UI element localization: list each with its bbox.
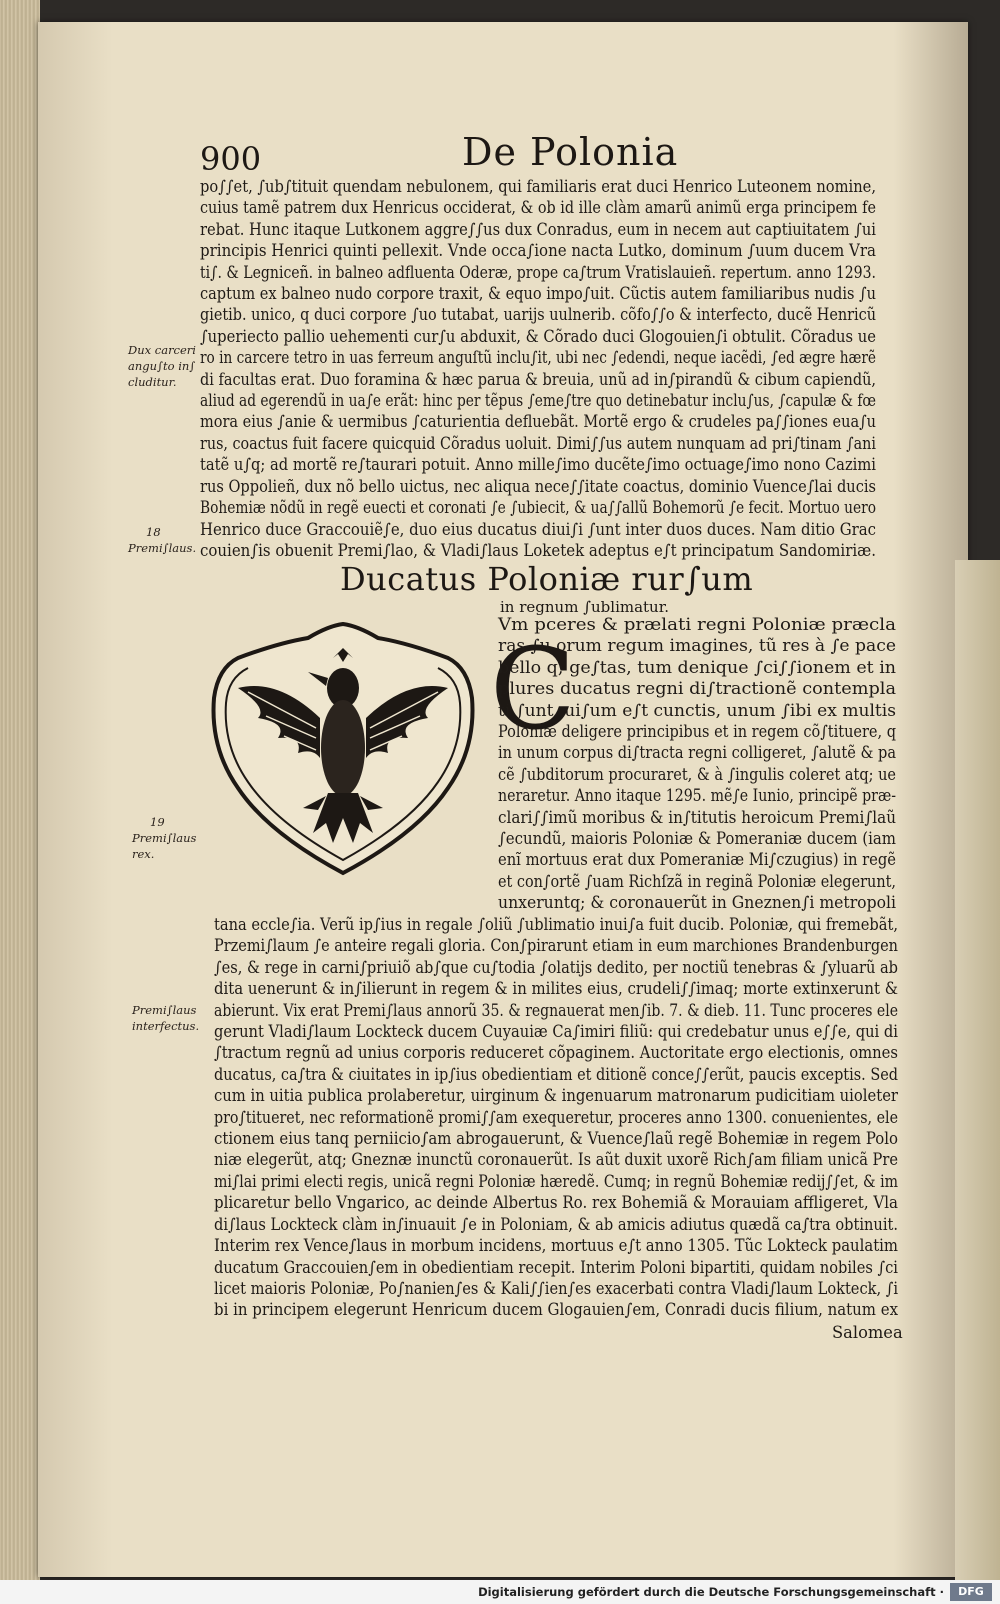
- eagle-coat-of-arms-image: [208, 618, 478, 880]
- marginal-note-interfectus: [132, 1002, 207, 1034]
- text-line: Interim rex Vence∫laus in morbum incidens, mortuus e∫t anno 1305. Tũc Lokteck paulatim: [214, 1236, 898, 1256]
- running-head: De Polonia: [462, 130, 679, 174]
- text-line: bi in principem elegerunt Henricum ducem Glogauien∫em, Conradi ducis filium, natum ex: [214, 1300, 898, 1320]
- text-line: couien∫is obuenit Premi∫lao, & Vladi∫laus Loketek adeptus e∫t principatum Sandomiriæ.: [200, 540, 876, 560]
- marginal-number: 19: [150, 815, 165, 829]
- text-line: Vm pceres & prælati regni Poloniæ præcla: [498, 615, 896, 634]
- marginal-note-carceri: [128, 342, 203, 390]
- text-block-bottom: [214, 914, 1000, 1321]
- text-line: po∫∫et, ∫ub∫tituit quendam nebulonem, qui familiaris erat duci Henrico Luteonem nomine,: [200, 177, 876, 196]
- drop-cap: C: [490, 625, 576, 755]
- text-line: captum ex balneo nudo corpore traxit, & equo impo∫uit. Cũctis autem familiaribus nudis ∫u: [200, 284, 876, 304]
- marginal-line: interfectus.: [132, 1019, 200, 1033]
- section-title: Ducatus Poloniæ rur∫um: [340, 560, 754, 598]
- footer-credit: Digitalisierung gefördert durch die Deutsche Forschungsgemeinschaft ·: [478, 1585, 944, 1599]
- marginal-line: cluditur.: [128, 375, 177, 389]
- text-line: gietib. unico, q duci corpore ∫uo tutabat, uarijs uulnerib. cõfo∫∫o & interfecto, ducẽ Henricũ: [200, 305, 876, 325]
- marginal-number: 18: [146, 525, 161, 539]
- text-line: in unum corpus di∫tracta regni colligeret, ∫alutẽ & pa: [498, 743, 896, 763]
- text-line: ras ∫u orum regum imagines, tũ res à ∫e pace: [498, 636, 896, 656]
- text-line: ∫es, & rege in carni∫priuiõ ab∫que cu∫todia ∫olatijs dedito, per noctiũ tenebras & ∫yluarũ ab: [214, 957, 898, 977]
- text-line: di∫laus Lockteck clàm in∫inuauit ∫e in Poloniam, & ab amicis adiutus quædã ca∫tra obtinuit.: [214, 1214, 898, 1234]
- text-line: ducatum Graccouien∫em in obedientiam recepit. Interim Poloni bipartiti, quidam nobiles ∫ci: [214, 1257, 898, 1277]
- text-line: aliud ad egerendũ in ua∫e erãt: hinc per tẽpus ∫eme∫tre quo detinebatur inclu∫us, ∫capulæ & fœ: [200, 391, 876, 411]
- section-subtitle: in regnum ∫ublimatur.: [500, 598, 670, 616]
- text-line: dita uenerunt & in∫ilierunt in regem & in milites eius, crudeli∫∫imaq; morte extinxerunt &: [214, 979, 898, 999]
- text-line: niæ elegerũt, atq; Gneznæ inunctũ coronauerũt. Is aũt duxit uxorẽ Rich∫am filiam unicã Pre: [214, 1150, 898, 1170]
- marginal-line: Dux carceri: [128, 343, 196, 357]
- dfg-logo: DFG: [950, 1583, 992, 1601]
- text-block-top: [200, 176, 1000, 561]
- text-line: tana eccle∫ia. Verũ ip∫ius in regale ∫oliũ ∫ublimatio inui∫a fuit ducib. Poloniæ, qui fremebãt,: [214, 915, 898, 934]
- footer-bar: [0, 1580, 1000, 1604]
- text-line: ducatus, ca∫tra & ciuitates in ip∫ius obedientiam et ditionẽ conce∫∫erũt, paucis exceptis. Sed: [214, 1064, 898, 1084]
- text-line: cẽ ∫ubditorum procuraret, & à ∫ingulis coleret atq; ue: [498, 764, 896, 784]
- text-block-beside-image: [498, 614, 957, 914]
- text-line: ∫uperiecto pallio uehementi cur∫u abduxit, & Cõrado duci Glogouien∫i obtulit. Cõradus ue: [200, 326, 876, 346]
- catchword: Salomea: [832, 1323, 903, 1342]
- marginal-line: angu∫to in∫: [128, 359, 196, 373]
- page-number: 900: [200, 140, 262, 178]
- text-line: cum in uitia publica prolaberetur, uirginum & ingenuarum matronarum pudicitiam uioleter: [214, 1086, 898, 1106]
- text-line: pro∫titueret, nec reformationẽ promi∫∫am exequeretur, proceres anno 1300. conuenientes, ele: [214, 1107, 898, 1127]
- text-line: gerunt Vladi∫laum Lockteck ducem Cuyauiæ Ca∫imiri filiũ: qui credebatur unus e∫∫e, qui di: [214, 1022, 898, 1042]
- marginal-line: Premi∫laus.: [128, 541, 197, 555]
- text-line: neraretur. Anno itaque 1295. mẽ∫e Iunio, principẽ præ-: [498, 786, 896, 806]
- text-line: Bohemiæ nõdũ in regẽ euecti et coronati ∫e ∫ubiecit, & ua∫∫allũ Bohemorũ ∫e fecit. Mortuo uero: [200, 498, 876, 518]
- text-line: licet maioris Poloniæ, Po∫nanien∫es & Kali∫∫ien∫es exacerbati contra Vladi∫laum Lokteck, ∫i: [214, 1278, 898, 1298]
- text-line: ∫tractum regnũ ad unius corporis reduceret cõpaginem. Auctoritate ergo electionis, omnes: [214, 1043, 898, 1063]
- text-line: abierunt. Vix erat Premi∫laus annorũ 35. & regnauerat men∫ib. 7. & dieb. 11. Tunc proceres ele: [214, 1000, 898, 1020]
- text-line: enĩ mortuus erat dux Pomeraniæ Mi∫czugius) in regẽ: [498, 850, 896, 870]
- text-line: ti∫. & Legniceñ. in balneo adfluenta Oderæ, prope ca∫trum Vratislauieñ. repertum. anno 1293.: [200, 262, 876, 282]
- text-line: cuius tamẽ patrem dux Henricus occiderat, & ob id ille clàm amarũ animũ erga principem fe: [200, 198, 876, 218]
- text-line: rus Oppolieñ, dux nõ bello uictus, nec aliqua nece∫∫itate coactus, dominio Vuence∫lai ducis: [200, 476, 876, 496]
- text-line: rus, coactus fuit facere quicquid Cõradus uoluit. Dimi∫∫us autem nunquam ad pri∫tinam ∫ani: [200, 433, 876, 453]
- text-line: et con∫ortẽ ∫uam Richſzã in reginã Poloniæ elegerunt,: [498, 871, 896, 891]
- page-block-edge: [0, 0, 40, 1580]
- text-line: Przemi∫laum ∫e anteire regali gloria. Con∫pirarunt etiam in eum marchiones Brandenburgen: [214, 936, 898, 956]
- marginal-line: Premi∫laus: [132, 1003, 197, 1017]
- text-line: principis Henrici quinti pellexit. Vnde occa∫ione nacta Lutko, dominum ∫uum ducem Vra: [200, 241, 876, 261]
- text-line: plures ducatus regni di∫tractionẽ contempla: [498, 679, 896, 699]
- text-line: unxeruntq; & coronauerũt in Gneznen∫i metropoli: [498, 893, 896, 913]
- text-line: ti ∫unt, ui∫um e∫t cunctis, unum ∫ibi ex multis: [498, 700, 896, 720]
- marginal-line: Premi∫laus: [132, 831, 197, 845]
- marginal-note-premislaus: [128, 524, 203, 556]
- text-line: ro in carcere tetro in uas ferreum anguſtũ inclu∫it, ubi nec ∫edendi, neque iacẽdi, ∫ed ægre hærẽ: [200, 348, 876, 368]
- text-line: di facultas erat. Duo foramina & hæc parua & breuia, unũ ad in∫pirandũ & cibum capiendũ,: [200, 369, 876, 389]
- text-line: ctionem eius tanq perniicio∫am abrogauerunt, & Vuence∫laũ regẽ Bohemiæ in regem Polo: [214, 1129, 898, 1149]
- text-line: tatẽ u∫q; ad mortẽ re∫taurari potuit. Anno mille∫imo ducẽte∫imo octuage∫imo nono Cazimi: [200, 455, 876, 475]
- text-line: rebat. Hunc itaque Lutkonem aggre∫∫us dux Conradus, eum in necem aut captiuitatem ∫ui: [200, 219, 876, 239]
- text-line: ∫ecundũ, maioris Poloniæ & Pomeraniæ ducem (iam: [498, 829, 896, 849]
- text-line: Henrico duce Graccouiẽ∫e, duo eius ducatus diui∫i ∫unt inter duos duces. Nam ditio Grac: [200, 519, 876, 539]
- marginal-line: rex.: [132, 847, 155, 861]
- text-line: clari∫∫imũ moribus & in∫titutis heroicum Premi∫laũ: [498, 807, 896, 827]
- text-line: bello q; ge∫tas, tum denique ∫ci∫∫ionem et in: [498, 657, 896, 677]
- text-line: mora eius ∫anie & uermibus ∫caturientia defluebãt. Mortẽ ergo & crudeles pa∫∫iones eua∫u: [200, 412, 876, 432]
- text-line: plicaretur bello Vngarico, ac deinde Albertus Ro. rex Bohemiã & Morauiam affligeret, Vla: [214, 1193, 898, 1213]
- marginal-note-rex: [132, 814, 207, 862]
- text-line: Poloniæ deligere principibus et in regem cõ∫tituere, q: [498, 722, 896, 742]
- text-line: mi∫lai primi electi regis, unicã regni Poloniæ hæredẽ. Cumq; in regnũ Bohemiæ redij∫∫et, & im: [214, 1171, 898, 1191]
